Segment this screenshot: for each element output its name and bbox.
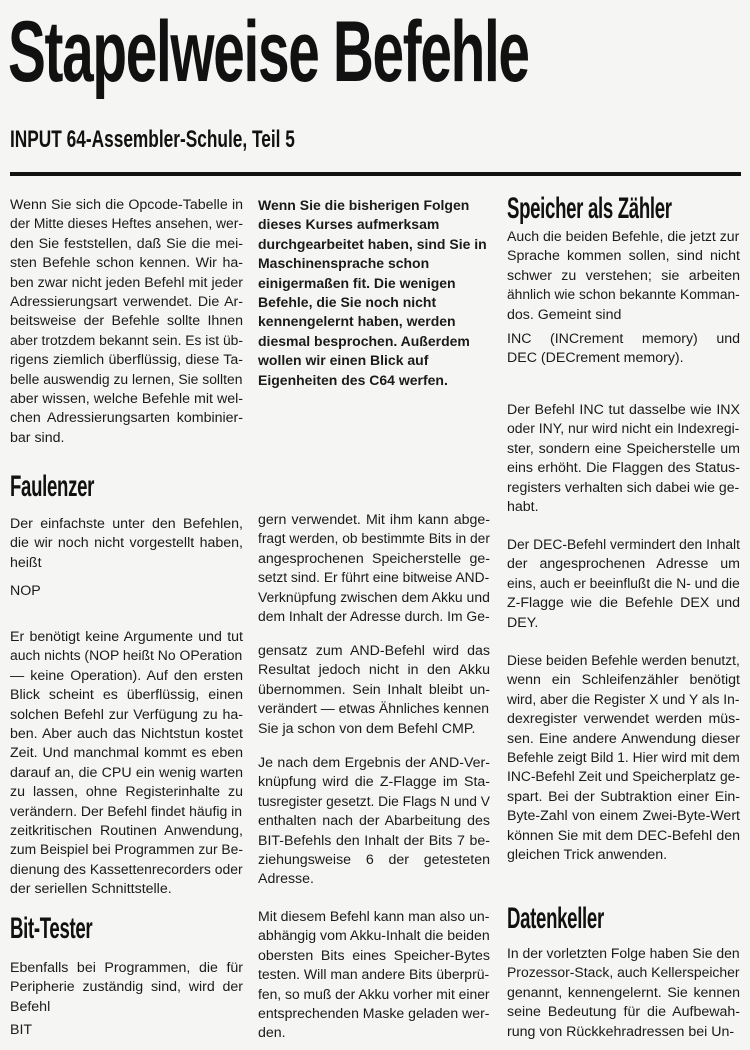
text-line: habt. [507,498,539,515]
paragraph [507,536,740,633]
paragraph [10,196,243,448]
text-line: Sprache kommen sollen, sind nicht [507,248,740,265]
text-line: dos. Gemeint sind [507,306,622,323]
text-line: den Sie feststellen, daß Sie die mei- [10,235,243,252]
text-line: Der einfachste unter den Befehlen, [10,516,243,532]
paragraph [258,908,490,1044]
text-line: Resultat jedoch nicht in den Akku [258,662,490,679]
paragraph [10,1021,243,1040]
text-line: rigens ziemlich überflüssig, diese Ta- [10,352,243,369]
text-line: ben. Aber auch das Nichtstun kostet [10,725,243,742]
text-line: eins erhöht. Die Flaggen des Status- [507,460,740,477]
text-line: auch nichts (NOP heißt No OPeration [10,648,243,665]
text-line: Der DEC-Befehl vermindert den Inhalt [507,537,740,553]
text-line: schwer zu verstehen; sie arbeiten [507,267,740,284]
article-subtitle: INPUT 64-Assembler-Schule, Teil 5 [10,126,295,153]
text-line: registers verhalten sich dabei wie ge- [507,479,740,496]
paragraph [10,959,243,1017]
text-line: aber trotzdem bekannt sein. Es ist üb- [10,332,243,349]
text-line: aber wissen, welche Befehle mit wel- [10,390,243,407]
text-line: Wenn Sie die bisherigen Folgen [258,197,470,213]
text-line: durchgearbeitet haben, sind Sie in [258,235,487,252]
section-heading-text: Datenkeller [507,902,604,935]
section-heading [507,902,740,936]
text-line: der Mitte dieses Heftes ansehen, wer- [10,216,243,233]
text-line: die wir noch nicht vorgestellt haben, [10,535,243,552]
text-line: zu lassen, ohne Registerinhalte zu [10,784,243,801]
text-line: Eigenheiten des C64 werfen. [258,371,448,388]
section-heading [10,912,243,946]
text-line: Blick scheint es überflüssig, einen [10,687,243,704]
text-line: angesprochenen Speicherstelle ge- [258,550,490,567]
text-line: diesmal besprochen. Außerdem [258,332,470,349]
text-line: beitsweise der Befehle sollte Ihnen [10,313,243,330]
text-line: fen, so muß der Akku vorher mit einer [258,986,490,1003]
text-line: gensatz zum AND-Befehl wird das [258,643,490,659]
text-line: Zeit. Und manchmal kommt es eben [10,745,243,762]
text-line: Ebenfalls bei Programmen, die für [10,960,243,976]
paragraph [507,652,740,865]
text-line: spart. Bei der Subtraktion einer Ein- [507,788,740,805]
text-line: sten Befehle schon kennen. Wir ha- [10,255,243,272]
text-line: der seriellen Schnittstelle. [10,881,172,898]
text-line: knüpfung wird die Z-Flagge im Sta- [258,774,490,791]
text-line: können Sie mit dem DEC-Befehl den [507,827,740,844]
section-heading [507,192,740,226]
section-heading-text: Speicher als Zähler [507,192,672,225]
paragraph [258,754,490,890]
text-line: zeitkritischen Routinen Anwendung, [10,822,243,839]
text-line: Z-Flagge wie die Befehle DEX und [507,595,740,612]
text-line: Diese beiden Befehle werden benutzt, [507,653,740,669]
text-line: dieses Kurses aufmerksam [258,216,440,233]
section-heading-text: Bit-Tester [10,912,93,945]
text-line: eins, auch er beeinflußt die N- und die [507,575,740,592]
text-line: obersten Bits eines Speicher-Bytes [258,947,490,964]
text-line: Der Befehl INC tut dasselbe wie INX [507,402,740,418]
text-line: übernommen. Sein Inhalt bleibt un- [258,681,490,698]
text-line: DEY. [507,614,539,631]
text-line: Adressierungsart verwendet. Die Ar- [10,293,243,310]
text-line: bar sind. [10,429,65,446]
text-line: gern verwendet. Mit ihm kann abge- [258,512,490,528]
text-line: heißt [10,554,42,571]
text-line: chen Adressierungsarten kombinier- [10,410,243,427]
text-line: tusregister gesetzt. Die Flags N und V [258,793,490,810]
text-line: Sie ja schon von dem Befehl CMP. [258,720,476,737]
text-line: In der vorletzten Folge haben Sie den [507,946,740,962]
text-line: Wenn Sie sich die Opcode-Tabelle in [10,197,243,213]
paragraph [10,582,243,601]
text-line: entsprechenden Maske geladen wer- [258,1005,490,1022]
paragraph [10,515,243,573]
text-line: Verknüpfung zwischen dem Akku und [258,589,490,606]
text-line: verändert — etwas Ähnliches kennen [258,701,490,718]
text-line: einigermaßen fit. Die wenigen [258,274,456,291]
text-line: — keine Operation). Auf den ersten [10,667,243,684]
paragraph [258,511,490,627]
text-line: dem Inhalt der Adresse durch. Im Ge- [258,608,490,625]
paragraph [507,330,740,369]
text-line: fragt werden, ob bestimmte Bits in der [258,531,490,548]
text-line: wird, aber die Register X und Y als In- [507,691,740,708]
text-line: rung von Rückkehradressen bei Un- [507,1023,735,1040]
text-line: testen. Will man andere Bits überprü- [258,967,490,984]
text-line: NOP [10,583,41,599]
text-line: dexregister verwendet werden müs- [507,711,740,728]
text-line: zum Beispiel bei Programmen zur Be- [10,842,243,859]
paragraph [10,628,243,899]
text-line: INC-Befehl Zeit und Speicherplatz ge- [507,769,740,786]
text-line: dienung des Kassettenrecorders oder [10,861,243,878]
text-line: Peripherie zuständig sind, wird der [10,979,243,996]
text-line: Adresse. [258,871,314,888]
text-line: ster, sondern eine Speicherstelle um [507,440,740,457]
text-line: INC (INCrement memory) und [507,331,740,347]
text-line: Befehle, die Sie noch nicht [258,293,437,310]
title-rule [10,172,741,176]
text-line: kennengelernt haben, werden [258,313,456,330]
intro-paragraph [258,196,490,390]
text-line: Maschinensprache schon [258,255,430,272]
text-line: der angesprochenen Adresse um [507,556,740,573]
text-line: wenn ein Schleifenzähler benötigt [507,672,740,689]
article-title: Stapelweise Befehle [8,4,529,100]
text-line: abhängig vom Akku-Inhalt die beiden [258,928,490,945]
text-line: Befehl [10,998,51,1015]
text-line: den. [258,1025,286,1042]
text-line: Byte-Zahl von einem Zwei-Byte-Wert [507,808,740,825]
text-line: darauf an, die CPU ein wenig warten [10,764,243,781]
paragraph [507,945,740,1042]
text-line: Befehle zeigt Bild 1. Hier wird mit dem [507,749,740,766]
paragraph [507,401,740,517]
text-line: ähnlich wie schon bekannte Komman- [507,287,740,304]
text-line: genannt, kennengelernt. Sie kennen [507,984,740,1001]
text-line: BIT [10,1022,33,1038]
text-line: BIT-Befehls den Inhalt der Bits 7 be- [258,832,490,849]
text-line: DEC (DECrement memory). [507,350,684,367]
text-line: sen. Eine andere Anwendung dieser [507,730,740,747]
text-line: Er benötigt keine Argumente und tut [10,629,243,645]
paragraph [258,642,490,739]
text-line: Prozessor-Stack, auch Kellerspeicher [507,965,740,982]
text-line: solchen Befehl zur Verfügung zu ha- [10,706,243,723]
text-line: Je nach dem Ergebnis der AND-Ver- [258,755,490,771]
section-heading-text: Faulenzer [10,470,95,503]
text-line: belle auswendig zu lernen, Sie sollten [10,371,243,388]
text-line: Auch die beiden Befehle, die jetzt zur [507,229,740,245]
text-line: ziehungsweise 6 der getesteten [258,851,490,868]
text-line: ben zwar nicht jeden Befehl mit jeder [10,274,243,291]
text-line: seine Bedeutung für die Aufbewah- [507,1004,740,1021]
section-heading [10,470,243,504]
text-line: enthalten nach der Abarbeitung des [258,813,490,830]
text-line: oder INY, nur wird nicht ein Indexregi- [507,421,740,438]
paragraph [507,228,740,325]
text-line: verändern. Der Befehl findet häufig in [10,803,243,820]
text-line: wollen wir einen Blick auf [258,352,429,369]
text-line: Mit diesem Befehl kann man also un- [258,909,490,925]
text-line: setzt sind. Er führt eine bitweise AND- [258,570,490,587]
text-line: gleichen Trick anwenden. [507,846,668,863]
